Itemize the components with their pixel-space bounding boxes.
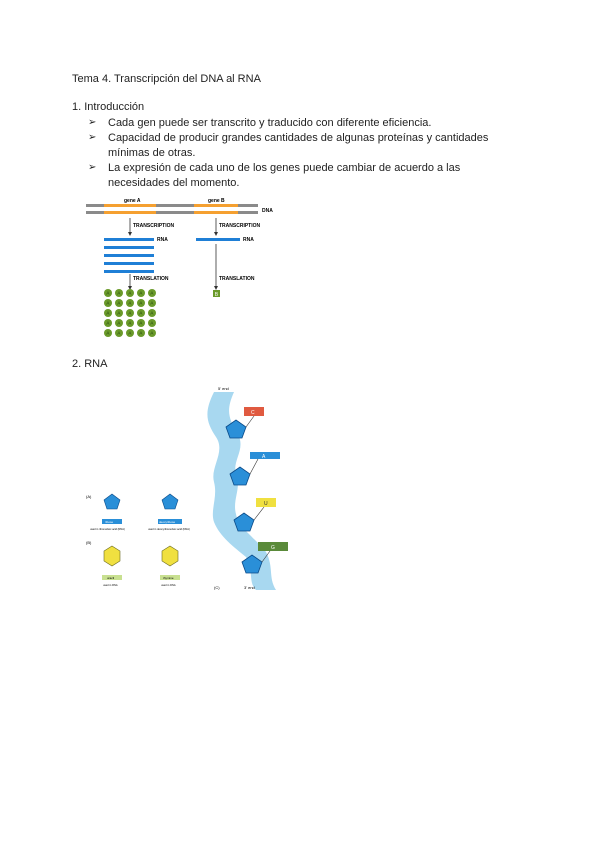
deoxyribose-molecule bbox=[162, 494, 178, 509]
protein-a-letter: A bbox=[139, 310, 143, 316]
protein-a-letter: A bbox=[150, 290, 154, 296]
three-end-label: 3' end bbox=[244, 585, 255, 590]
protein-a-letter: A bbox=[117, 310, 121, 316]
rna-strand bbox=[104, 270, 154, 273]
transcription-label: TRANSCRIPTION bbox=[219, 223, 261, 229]
gene-b-segment bbox=[194, 204, 238, 207]
protein-a-letter: A bbox=[139, 320, 143, 326]
rna-strand bbox=[196, 238, 240, 241]
bullet-item: Capacidad de producir grandes cantidades de algunas proteínas y cantidades mínimas de otras. bbox=[108, 132, 489, 159]
bond-line bbox=[246, 416, 254, 427]
thymine-tag-text: thymine bbox=[163, 576, 174, 580]
deoxyribose-caption: used in deoxyribonucleic acid (DNA) bbox=[148, 528, 190, 531]
translation-label: TRANSLATION bbox=[219, 276, 255, 282]
section-heading-rna: 2. RNA bbox=[72, 358, 108, 370]
protein-a-letter: A bbox=[117, 330, 121, 336]
protein-a-letter: A bbox=[106, 290, 110, 296]
rna-strand bbox=[104, 246, 154, 249]
protein-a-letter: A bbox=[139, 300, 143, 306]
gene-a-segment bbox=[104, 204, 156, 207]
transcription-label: TRANSCRIPTION bbox=[133, 223, 175, 229]
rna-structure-diagram bbox=[86, 382, 296, 594]
protein-a-letter: A bbox=[139, 290, 143, 296]
uracil-caption: used in RNA bbox=[103, 584, 118, 587]
gene-a-label: gene A bbox=[124, 198, 141, 204]
protein-a-letter: A bbox=[106, 300, 110, 306]
bullet-item: Cada gen puede ser transcrito y traducido con diferente eficiencia. bbox=[108, 117, 432, 129]
rna-label: RNA bbox=[157, 237, 168, 243]
base-g-letter: G bbox=[271, 545, 275, 551]
section-heading-intro: 1. Introducción bbox=[72, 101, 145, 113]
deoxyribose-tag-text: deoxyribose bbox=[159, 520, 176, 524]
protein-a-letter: A bbox=[128, 290, 132, 296]
bond-line bbox=[250, 459, 258, 474]
thymine-molecule bbox=[162, 546, 178, 566]
translation-label: TRANSLATION bbox=[133, 276, 169, 282]
backbone-ribbon bbox=[207, 392, 276, 590]
bullet-arrow-icon: ➢ bbox=[88, 162, 97, 173]
rna-strand bbox=[104, 254, 154, 257]
protein-a-letter: A bbox=[150, 330, 154, 336]
rna-strand bbox=[104, 262, 154, 265]
protein-a-letter: A bbox=[106, 310, 110, 316]
base-a-letter: A bbox=[262, 454, 266, 460]
ribose-caption: used in ribonucleic acid (RNA) bbox=[90, 528, 125, 531]
base-c-letter: C bbox=[251, 410, 255, 416]
rna-strand bbox=[104, 238, 154, 241]
protein-a-letter: A bbox=[106, 320, 110, 326]
bullet-item: La expresión de cada uno de los genes puede cambiar de acuerdo a las necesidades del momento. bbox=[108, 162, 461, 189]
protein-a-letter: A bbox=[150, 310, 154, 316]
protein-a-letter: A bbox=[139, 330, 143, 336]
bond-line bbox=[254, 507, 264, 520]
protein-a-letter: A bbox=[128, 310, 132, 316]
panel-a-label: (A) bbox=[86, 494, 92, 499]
arrow-head-icon bbox=[214, 286, 218, 290]
panel-b-label: (B) bbox=[86, 540, 92, 545]
bullet-arrow-icon: ➢ bbox=[88, 117, 97, 128]
rna-label: RNA bbox=[243, 237, 254, 243]
gene-b-label: gene B bbox=[208, 198, 225, 204]
base-u-letter: U bbox=[264, 501, 268, 507]
protein-a-letter: A bbox=[150, 300, 154, 306]
protein-a-letter: A bbox=[128, 320, 132, 326]
ribose-sugar bbox=[234, 513, 254, 531]
protein-a-letter: A bbox=[128, 330, 132, 336]
protein-a-letter: A bbox=[106, 330, 110, 336]
five-end-label: 5' end bbox=[218, 386, 229, 391]
bullet-arrow-icon: ➢ bbox=[88, 132, 97, 143]
protein-a-letter: A bbox=[117, 290, 121, 296]
protein-a-letter: A bbox=[128, 300, 132, 306]
panel-c-label: (C) bbox=[214, 585, 220, 590]
dna-label: DNA bbox=[262, 208, 273, 214]
thymine-caption: used in DNA bbox=[161, 584, 176, 587]
gene-b-segment bbox=[194, 211, 238, 214]
uracil-tag-text: uracil bbox=[107, 576, 115, 580]
protein-a-letter: A bbox=[117, 300, 121, 306]
uracil-molecule bbox=[104, 546, 120, 566]
protein-a-letter: A bbox=[150, 320, 154, 326]
gene-expression-diagram bbox=[84, 196, 284, 338]
page-title: Tema 4. Transcripción del DNA al RNA bbox=[72, 73, 261, 85]
protein-b-letter: B bbox=[214, 291, 219, 298]
ribose-molecule bbox=[104, 494, 120, 509]
protein-a-letter: A bbox=[117, 320, 121, 326]
gene-a-segment bbox=[104, 211, 156, 214]
ribose-tag-text: ribose bbox=[105, 520, 114, 524]
arrow-head-icon bbox=[214, 232, 218, 236]
protein-a-grid bbox=[104, 289, 156, 337]
arrow-head-icon bbox=[128, 232, 132, 236]
